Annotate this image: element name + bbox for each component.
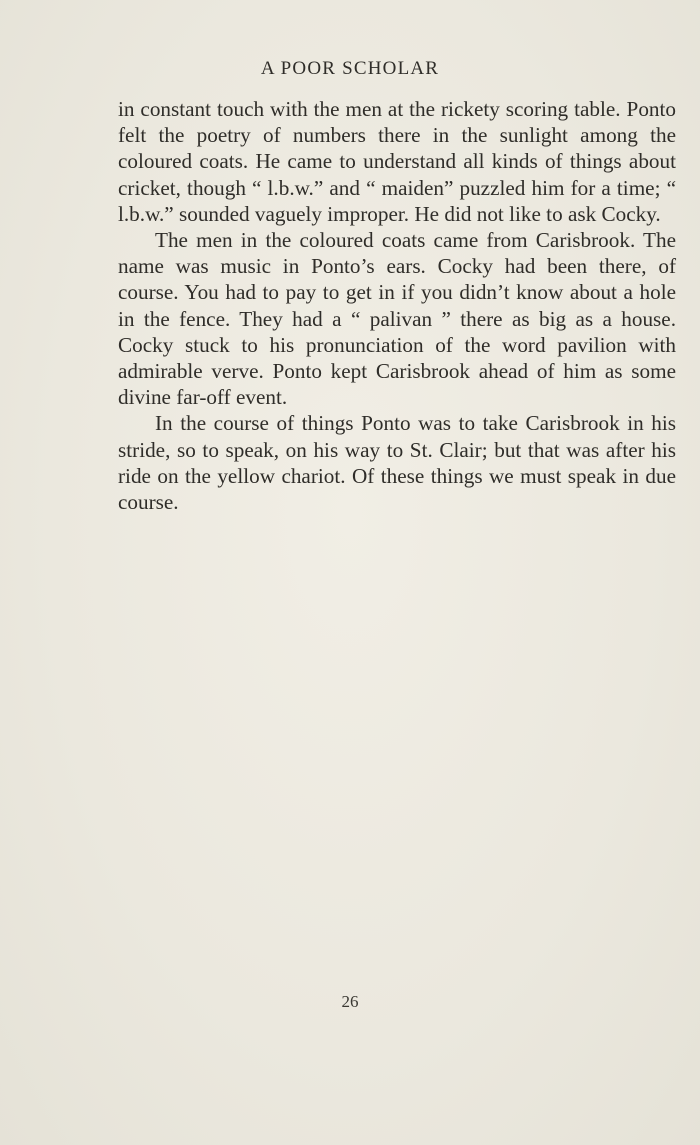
body-text (118, 96, 676, 515)
paragraph-3: In the course of things Ponto was to take Carisbrook in his stride, so to speak, on his way to St. Clair; but that was after his ride on the yellow chariot. Of these things we must speak in due course. (118, 411, 676, 515)
running-head: A POOR SCHOLAR (260, 58, 440, 79)
paragraph-1: in constant touch with the men at the rickety scoring table. Ponto felt the poetry of numbers there in the sunlight among the coloured coats. He came to understand all kinds of things about cricket, though “ l.b.w.” and “ maiden” puzzled him for a time; “ l.b.w.” sounded vaguely improper. He did not like to ask Cocky. (118, 97, 676, 226)
paragraph-2: The men in the coloured coats came from Carisbrook. The name was music in Ponto’s ears. Cocky had been there, of course. You had to pay to get in if you didn’t know about a hole in the fence. They had a “ palivan ” there as big as a house. Cocky stuck to his pronunciation of the word pavilion with admirable verve. Ponto kept Carisbrook ahead of him as some divine far-off event. (118, 228, 676, 410)
page-number: 26 (341, 992, 359, 1011)
